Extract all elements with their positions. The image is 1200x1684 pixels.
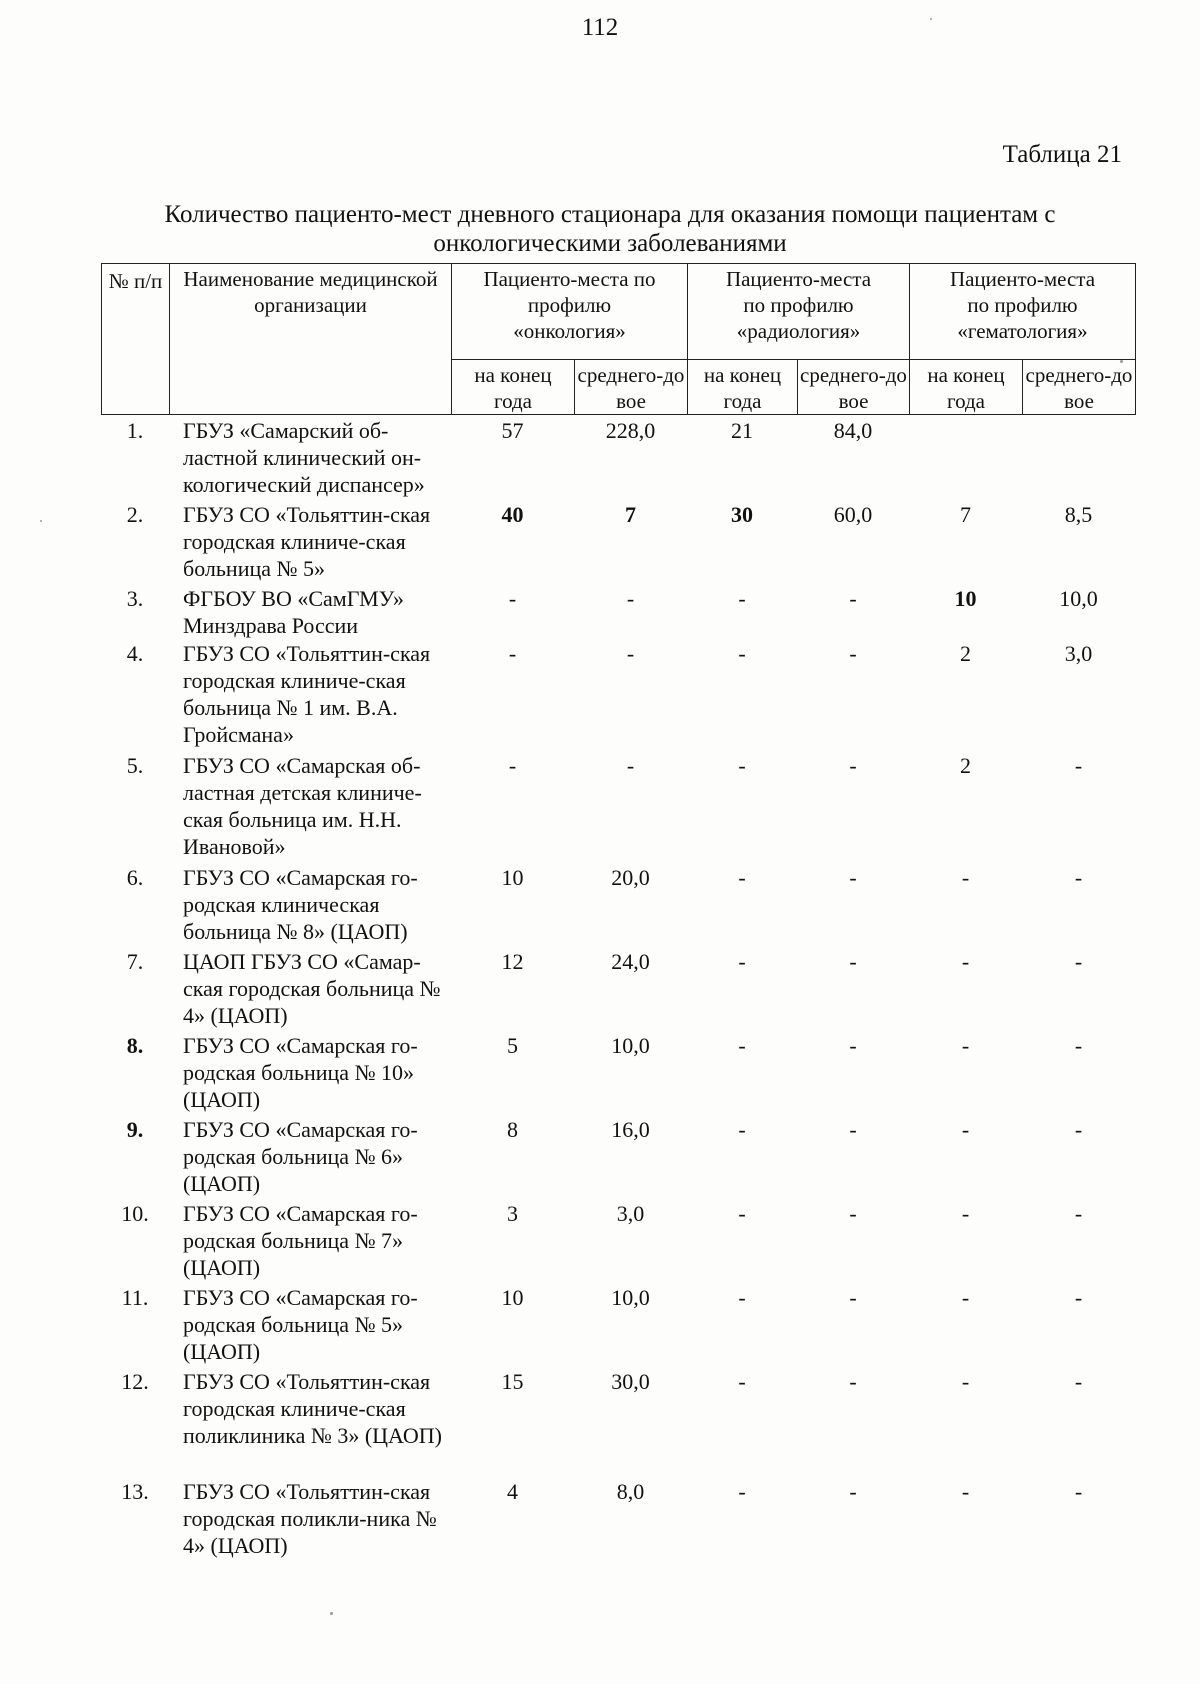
hematology-end-of-year-cell: - bbox=[961, 1285, 970, 1310]
hematology-average-cell: - bbox=[1074, 865, 1083, 890]
hematology-average-cell bbox=[1022, 417, 1135, 501]
row-number: 3. bbox=[126, 586, 144, 611]
row-number: 1. bbox=[126, 418, 144, 443]
scan-speck bbox=[1120, 360, 1123, 363]
organization-name: ГБУЗ СО «Тольяттин-ская городская клиниче-ская поликлиника № 3» (ЦАОП) bbox=[183, 1369, 442, 1448]
hematology-end-of-year-cell: - bbox=[961, 1479, 970, 1504]
radiology-end-of-year-cell: - bbox=[738, 1369, 746, 1394]
hematology-average-cell: 10,0 bbox=[1059, 586, 1098, 611]
radiology-average-cell: - bbox=[849, 1033, 857, 1058]
oncology-end-of-year-cell: 8 bbox=[507, 1117, 518, 1142]
hematology-average-cell: - bbox=[1074, 1033, 1083, 1058]
table-row bbox=[101, 1200, 1135, 1284]
radiology-average-cell: - bbox=[849, 865, 857, 890]
oncology-average-cell: 30,0 bbox=[611, 1369, 650, 1394]
oncology-average-cell: 20,0 bbox=[611, 865, 650, 890]
organization-name: ГБУЗ СО «Самарская го-родская больница № 6» (ЦАОП) bbox=[183, 1117, 418, 1196]
scan-speck bbox=[330, 1612, 333, 1615]
radiology-average-cell: - bbox=[849, 1117, 857, 1142]
hematology-end-of-year-cell: 2 bbox=[960, 753, 971, 778]
organization-name: ГБУЗ «Самарский об-ластной клинический он-кологический диспансер» bbox=[183, 418, 425, 497]
organization-name: ГБУЗ СО «Самарская об-ластная детская клиниче-ская больница им. Н.Н. Ивановой» bbox=[183, 753, 422, 859]
table-row bbox=[101, 1032, 1135, 1116]
table-title: Количество пациенто-мест дневного стационара для оказания помощи пациентам с онкологическими заболеваниями bbox=[164, 201, 1056, 257]
table-row bbox=[101, 752, 1135, 864]
header-oncology-end: на конец года bbox=[452, 360, 575, 415]
oncology-average-cell: 10,0 bbox=[611, 1285, 650, 1310]
hematology-end-of-year-cell bbox=[909, 417, 1022, 501]
hematology-end-of-year-cell: - bbox=[961, 949, 970, 974]
table-row bbox=[101, 1368, 1135, 1478]
hematology-end-of-year-cell: 7 bbox=[960, 502, 971, 527]
radiology-average-cell: - bbox=[849, 949, 857, 974]
radiology-average-cell: - bbox=[849, 753, 857, 778]
hematology-average-cell: 8,5 bbox=[1064, 502, 1093, 527]
hematology-average-cell: - bbox=[1074, 1479, 1083, 1504]
organization-name: ГБУЗ СО «Тольяттин-ская городская клиниче-ская больница № 5» bbox=[183, 502, 431, 581]
row-number: 13. bbox=[121, 1479, 149, 1504]
row-number: 9. bbox=[126, 1117, 144, 1142]
oncology-end-of-year-cell: 12 bbox=[501, 949, 524, 974]
hematology-average-cell: 3,0 bbox=[1064, 641, 1093, 666]
table-row bbox=[101, 864, 1135, 948]
oncology-average-cell: - bbox=[626, 753, 635, 778]
header-oncology: Пациенто-места по профилю «онкология» bbox=[452, 264, 688, 360]
header-radiology-avg: среднего-довое bbox=[798, 360, 910, 415]
oncology-end-of-year-cell: - bbox=[508, 641, 517, 666]
table-row bbox=[101, 640, 1135, 752]
row-number: 11. bbox=[121, 1285, 149, 1310]
table-row bbox=[101, 1116, 1135, 1200]
oncology-end-of-year-cell: - bbox=[508, 753, 517, 778]
organization-name: ГБУЗ СО «Самарская го-родская больница № 10» (ЦАОП) bbox=[183, 1033, 418, 1112]
radiology-end-of-year-cell: - bbox=[738, 1285, 746, 1310]
row-number: 12. bbox=[121, 1369, 149, 1394]
row-number: 2. bbox=[126, 502, 144, 527]
oncology-end-of-year-cell: 5 bbox=[507, 1033, 518, 1058]
hematology-average-cell: - bbox=[1074, 1201, 1083, 1226]
row-number: 4. bbox=[126, 641, 144, 666]
oncology-end-of-year-cell: 4 bbox=[507, 1479, 518, 1504]
oncology-average-cell: 7 bbox=[625, 502, 636, 527]
oncology-end-of-year-cell: 40 bbox=[501, 502, 524, 527]
radiology-average-cell: - bbox=[849, 1201, 857, 1226]
hematology-end-of-year-cell: 2 bbox=[960, 641, 971, 666]
radiology-end-of-year-cell: - bbox=[738, 865, 746, 890]
oncology-end-of-year-cell: 3 bbox=[507, 1201, 518, 1226]
radiology-average-cell: - bbox=[849, 641, 857, 666]
header-name: Наименование медицинской организации bbox=[170, 264, 452, 415]
radiology-end-of-year-cell: - bbox=[738, 641, 746, 666]
radiology-average-cell: 60,0 bbox=[833, 502, 873, 527]
hematology-average-cell: - bbox=[1074, 753, 1083, 778]
oncology-end-of-year-cell: - bbox=[508, 586, 517, 611]
radiology-end-of-year-cell: - bbox=[738, 949, 746, 974]
radiology-average-cell: - bbox=[849, 1479, 857, 1504]
oncology-average-cell: 8,0 bbox=[616, 1479, 645, 1504]
header-oncology-avg: среднего-довое bbox=[575, 360, 688, 415]
header-hematology: Пациенто-места по профилю «гематология» bbox=[910, 264, 1136, 360]
oncology-average-cell: 16,0 bbox=[611, 1117, 650, 1142]
hematology-average-cell: - bbox=[1074, 1285, 1083, 1310]
organization-name: ФГБОУ ВО «СамГМУ» Минздрава России bbox=[183, 586, 404, 638]
radiology-average-cell: 84,0 bbox=[833, 418, 873, 443]
organization-name: ГБУЗ СО «Тольяттин-ская городская клиниче-ская больница № 1 им. В.А. Гройсмана» bbox=[183, 641, 431, 747]
oncology-average-cell: - bbox=[626, 641, 635, 666]
oncology-end-of-year-cell: 10 bbox=[501, 1285, 524, 1310]
radiology-average-cell: - bbox=[849, 586, 857, 611]
table-row bbox=[101, 1284, 1135, 1368]
oncology-average-cell: 24,0 bbox=[611, 949, 650, 974]
hematology-end-of-year-cell: - bbox=[961, 1033, 970, 1058]
oncology-average-cell: 3,0 bbox=[616, 1201, 645, 1226]
table-row bbox=[101, 585, 1135, 640]
hematology-average-cell: - bbox=[1074, 949, 1083, 974]
organization-name: ГБУЗ СО «Самарская го-родская клиническая больница № 8» (ЦАОП) bbox=[183, 865, 418, 944]
oncology-average-cell: 10,0 bbox=[611, 1033, 650, 1058]
row-number: 5. bbox=[126, 753, 144, 778]
header-num: № п/п bbox=[102, 264, 170, 415]
oncology-end-of-year-cell: 10 bbox=[501, 865, 524, 890]
hematology-end-of-year-cell: - bbox=[961, 1201, 970, 1226]
radiology-end-of-year-cell: - bbox=[738, 1201, 746, 1226]
header-hematology-avg: среднего-довое bbox=[1023, 360, 1136, 415]
radiology-average-cell: - bbox=[849, 1285, 857, 1310]
organization-name: ГБУЗ СО «Самарская го-родская больница № 7» (ЦАОП) bbox=[183, 1201, 418, 1280]
table-row bbox=[101, 417, 1135, 501]
organization-name: ГБУЗ СО «Тольяттин-ская городская поликли-ника № 4» (ЦАОП) bbox=[183, 1479, 437, 1558]
scan-speck bbox=[40, 520, 42, 522]
row-number: 8. bbox=[126, 1033, 144, 1058]
table-body bbox=[101, 417, 1135, 1562]
hematology-end-of-year-cell: - bbox=[961, 865, 970, 890]
row-number: 10. bbox=[121, 1201, 149, 1226]
hematology-average-cell: - bbox=[1074, 1117, 1083, 1142]
table-row bbox=[101, 501, 1135, 585]
scan-speck bbox=[930, 18, 932, 20]
radiology-end-of-year-cell: 30 bbox=[731, 502, 753, 527]
organization-name: ГБУЗ СО «Самарская го-родская больница № 5» (ЦАОП) bbox=[183, 1285, 418, 1364]
oncology-end-of-year-cell: 15 bbox=[501, 1369, 524, 1394]
radiology-end-of-year-cell: - bbox=[738, 1117, 746, 1142]
table-header bbox=[101, 263, 1136, 415]
radiology-end-of-year-cell: - bbox=[738, 1033, 746, 1058]
radiology-average-cell: - bbox=[849, 1369, 857, 1394]
oncology-average-cell: 228,0 bbox=[605, 418, 656, 443]
hematology-average-cell: - bbox=[1074, 1369, 1083, 1394]
radiology-end-of-year-cell: - bbox=[738, 753, 746, 778]
table-caption: Таблица 21 bbox=[1002, 141, 1122, 168]
hematology-end-of-year-cell: - bbox=[961, 1369, 970, 1394]
radiology-end-of-year-cell: - bbox=[738, 586, 746, 611]
table-row bbox=[101, 948, 1135, 1032]
header-radiology-end: на конец года bbox=[688, 360, 798, 415]
header-hematology-end: на конец года bbox=[910, 360, 1023, 415]
radiology-end-of-year-cell: - bbox=[738, 1479, 746, 1504]
header-radiology: Пациенто-места по профилю «радиология» bbox=[688, 264, 910, 360]
hematology-end-of-year-cell: 10 bbox=[954, 586, 977, 611]
table-row bbox=[101, 1478, 1135, 1562]
row-number: 7. bbox=[126, 949, 144, 974]
hematology-end-of-year-cell: - bbox=[961, 1117, 970, 1142]
organization-name: ЦАОП ГБУЗ СО «Самар-ская городская больница № 4» (ЦАОП) bbox=[183, 949, 441, 1028]
oncology-end-of-year-cell: 57 bbox=[501, 418, 524, 443]
page-number: 112 bbox=[581, 14, 619, 41]
radiology-end-of-year-cell: 21 bbox=[731, 418, 753, 443]
row-number: 6. bbox=[126, 865, 144, 890]
oncology-average-cell: - bbox=[626, 586, 635, 611]
